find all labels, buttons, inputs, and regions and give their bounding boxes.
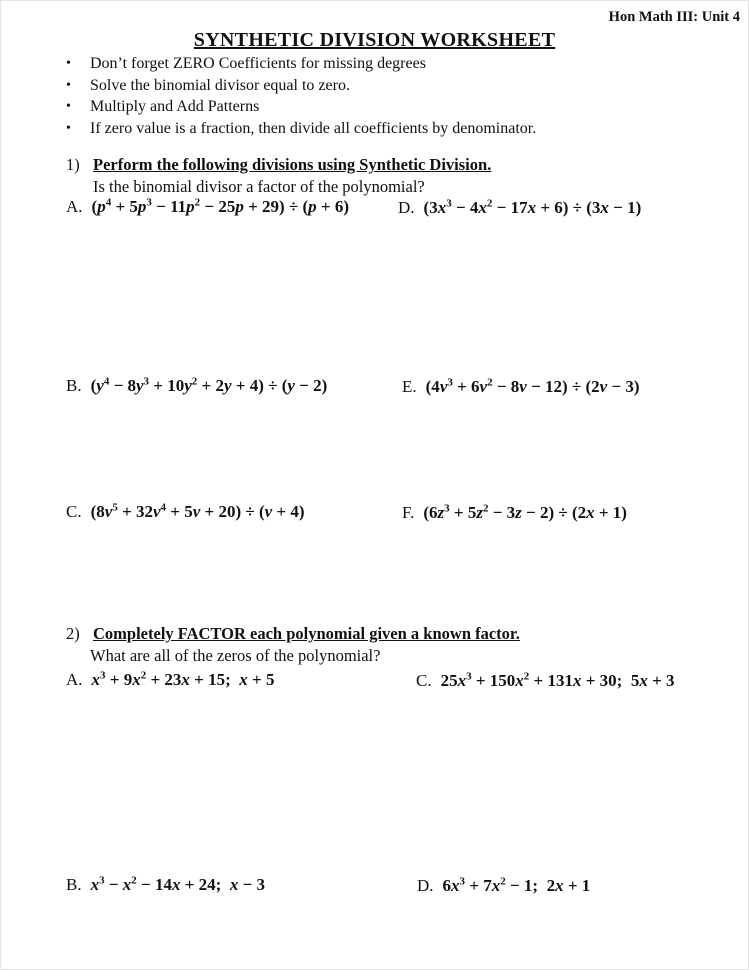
tip-item bbox=[66, 75, 729, 97]
bullet-icon: • bbox=[66, 77, 71, 93]
problem-1b bbox=[66, 376, 327, 396]
problem-label: A. bbox=[66, 670, 83, 689]
problem-label: F. bbox=[402, 503, 415, 522]
problem-label: D. bbox=[398, 198, 415, 217]
problem-expression: $x^3 - x^2 - 14x + 24$; x − 3 bbox=[90, 874, 266, 894]
problem-expression: $x^3 + 9x^2 + 23x + 15$; x + 5 bbox=[91, 669, 275, 689]
problem-expression: $6x^3 + 7x^2 - 1$; 2x + 1 bbox=[442, 875, 591, 895]
section1-number: 1) bbox=[66, 155, 80, 174]
problem-1e bbox=[402, 377, 640, 397]
problem-2a bbox=[66, 670, 274, 690]
section1-subheading: Is the binomial divisor a factor of the polynomial? bbox=[93, 177, 425, 196]
problem-label: B. bbox=[66, 875, 82, 894]
problem-expression: $(8v^5 + 32v^4 + 5v + 20) \div (v + 4)$ bbox=[90, 501, 305, 521]
problem-expression: $(p^4 + 5p^3 - 11p^2 - 25p + 29) \div (p + 6)$ bbox=[91, 196, 350, 216]
problem-expression: $(y^4 - 8y^3 + 10y^2 + 2y + 4) \div (y - 2)$ bbox=[90, 375, 328, 395]
tip-item bbox=[66, 96, 729, 118]
tips-list bbox=[66, 53, 729, 139]
problem-2b bbox=[66, 875, 265, 895]
problem-label: D. bbox=[417, 876, 434, 895]
tip-text: If zero value is a fraction, then divide all coefficients by denominator. bbox=[90, 119, 537, 137]
section1-heading bbox=[66, 155, 491, 175]
problem-expression: $(6z^3 + 5z^2 - 3z - 2) \div (2x + 1)$ bbox=[423, 502, 627, 522]
problem-label: C. bbox=[66, 502, 82, 521]
section2-heading bbox=[66, 624, 520, 644]
problem-1d bbox=[398, 198, 641, 218]
course-label: Hon Math III: Unit 4 bbox=[608, 9, 740, 25]
tip-text: Solve the binomial divisor equal to zero. bbox=[90, 76, 350, 94]
bullet-icon: • bbox=[66, 120, 71, 136]
problem-2d bbox=[417, 876, 590, 896]
problem-2c bbox=[416, 671, 675, 691]
section2-number: 2) bbox=[66, 624, 80, 643]
problem-label: E. bbox=[402, 377, 417, 396]
problem-1f bbox=[402, 503, 627, 523]
problem-label: B. bbox=[66, 376, 82, 395]
problem-label: C. bbox=[416, 671, 432, 690]
problem-label: A. bbox=[66, 197, 83, 216]
tip-text: Multiply and Add Patterns bbox=[90, 98, 260, 115]
problem-1c bbox=[66, 502, 305, 522]
problem-1a bbox=[66, 197, 349, 217]
tip-text: Don’t forget ZERO Coefficients for missing degrees bbox=[90, 55, 426, 72]
problem-expression: $25x^3 + 150x^2 + 131x + 30$; 5x + 3 bbox=[440, 670, 675, 690]
tip-item bbox=[66, 118, 729, 140]
section1-title: Perform the following divisions using Synthetic Division. bbox=[93, 155, 492, 174]
problem-expression: $(4v^3 + 6v^2 - 8v - 12) \div (2v - 3)$ bbox=[425, 376, 640, 396]
section2-subheading: What are all of the zeros of the polynomial? bbox=[90, 646, 381, 665]
bullet-icon: • bbox=[66, 56, 71, 71]
page-title: SYNTHETIC DIVISION WORKSHEET bbox=[193, 29, 556, 51]
problem-expression: $(3x^3 - 4x^2 - 17x + 6) \div (3x - 1)$ bbox=[423, 197, 642, 217]
bullet-icon: • bbox=[66, 99, 71, 114]
section2-title: Completely FACTOR each polynomial given a known factor. bbox=[93, 624, 520, 643]
tip-item bbox=[66, 53, 729, 75]
